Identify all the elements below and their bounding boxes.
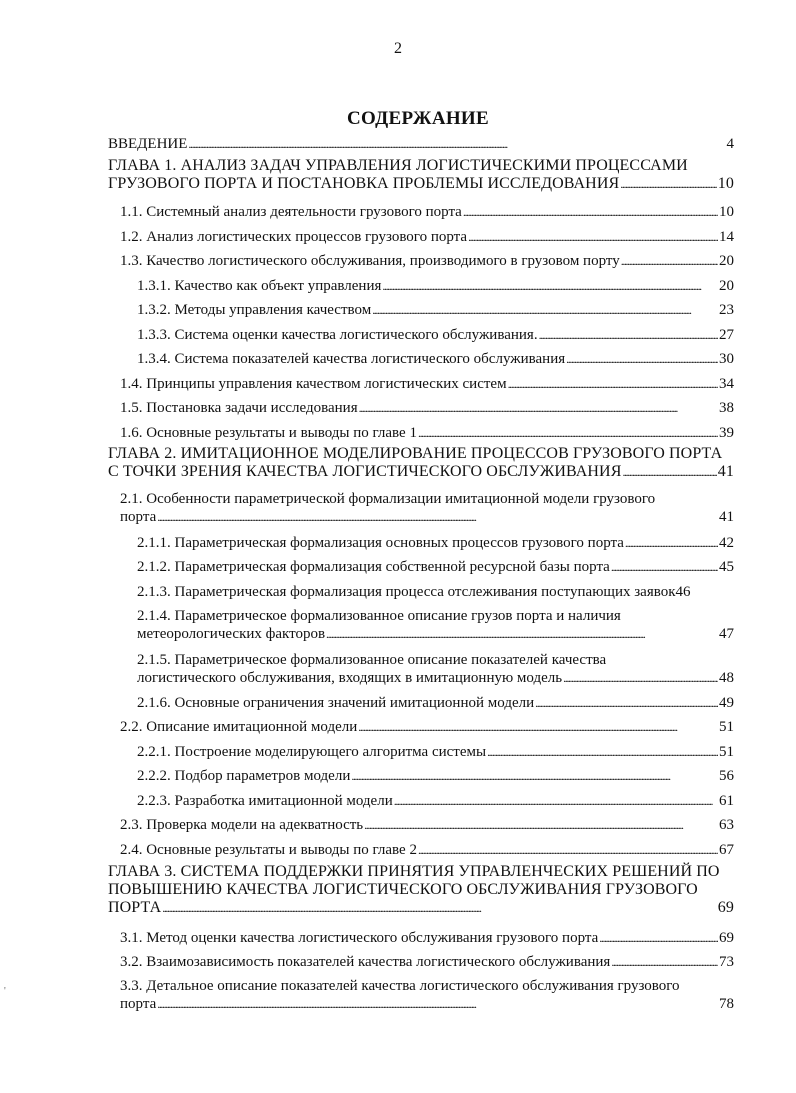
entry-text: 2.2.1. Построение моделирующего алгоритма системы — [137, 744, 487, 760]
page-ref: 49 — [719, 695, 734, 711]
entry-text: 2.2. Описание имитационной модели — [120, 719, 358, 735]
toc-entry-2-2-1 — [137, 743, 734, 761]
entry-text: 1.6. Основные результаты и выводы по главе 1 — [120, 425, 417, 441]
page-ref: 4 — [726, 136, 734, 152]
entry-text: ПОВЫШЕНИЮ КАЧЕСТВА ЛОГИСТИЧЕСКОГО ОБСЛУЖИВАНИЯ ГРУЗОВОГО — [108, 881, 698, 898]
entry-text: 2.4. Основные результаты и выводы по главе 2 — [120, 842, 417, 858]
entry-text: 3.3. Детальное описание показателей качества логистического обслуживания грузового — [120, 978, 680, 994]
leader-dots — [359, 399, 718, 417]
entry-text: 2.1.4. Параметрическое формализованное описание грузов порта и наличия — [137, 608, 621, 624]
entry-text: 1.2. Анализ логистических процессов грузового порта — [120, 229, 468, 245]
page-ref: 51 — [719, 744, 734, 760]
entry-text: порта — [120, 996, 157, 1012]
toc-entry-2-4 — [120, 841, 734, 859]
page-ref: 46 — [675, 584, 691, 600]
toc-entry-chapter-2 — [108, 445, 734, 481]
page-ref: 63 — [719, 817, 734, 833]
page-ref: 27 — [719, 327, 734, 343]
toc-entry-1-3-2 — [137, 301, 734, 319]
page-ref: 78 — [719, 996, 734, 1012]
page-ref: 39 — [719, 425, 734, 441]
page-ref: 20 — [719, 278, 734, 294]
leader-dots — [611, 558, 718, 576]
leader-dots — [157, 995, 718, 1013]
page-ref: 14 — [719, 229, 734, 245]
page-ref: 23 — [719, 302, 734, 318]
leader-dots — [620, 175, 717, 193]
toc-entry-3-2 — [120, 953, 734, 971]
leader-dots — [463, 203, 718, 221]
leader-dots — [382, 277, 718, 295]
entry-text: 2.2.3. Разработка имитационной модели — [137, 793, 393, 809]
leader-dots — [563, 669, 718, 687]
toc-entry-2-1 — [120, 490, 734, 526]
entry-text: порта — [120, 509, 157, 525]
leader-dots — [157, 508, 718, 526]
leader-dots — [566, 350, 718, 368]
toc-entry-2-1-2 — [137, 558, 734, 576]
entry-text: ГРУЗОВОГО ПОРТА И ПОСТАНОВКА ПРОБЛЕМЫ ИССЛЕДОВАНИЯ — [108, 175, 620, 192]
entry-text: 1.3.4. Система показателей качества логистического обслуживания — [137, 351, 566, 367]
page-title — [0, 108, 796, 130]
entry-text: 2.1.6. Основные ограничения значений имитационной модели — [137, 695, 535, 711]
page-ref: 41 — [719, 509, 734, 525]
entry-text: 1.4. Принципы управления качеством логистических систем — [120, 376, 507, 392]
toc-entry-2-3 — [120, 816, 734, 834]
leader-dots — [599, 929, 718, 947]
leader-dots — [611, 953, 718, 971]
entry-text: 1.5. Постановка задачи исследования — [120, 400, 358, 416]
toc-entry-1-6 — [120, 424, 734, 442]
entry-text: ГЛАВА 1. АНАЛИЗ ЗАДАЧ УПРАВЛЕНИЯ ЛОГИСТИЧЕСКИМИ ПРОЦЕССАМИ — [108, 157, 688, 174]
page-ref: 73 — [719, 954, 734, 970]
toc-entry-1-1 — [120, 203, 734, 221]
page-ref: 20 — [719, 253, 734, 269]
toc-entry-introduction — [108, 135, 734, 153]
page-ref: 30 — [719, 351, 734, 367]
entry-text: 1.3. Качество логистического обслуживания, производимого в грузовом порту — [120, 253, 620, 269]
entry-text: 2.2.2. Подбор параметров модели — [137, 768, 351, 784]
entry-text: ГЛАВА 2. ИМИТАЦИОННОЕ МОДЕЛИРОВАНИЕ ПРОЦЕССОВ ГРУЗОВОГО ПОРТА — [108, 445, 723, 462]
page-ref: 56 — [719, 768, 734, 784]
entry-text: логистического обслуживания, входящих в имитационную модель — [137, 670, 563, 686]
entry-text: 1.1. Системный анализ деятельности грузового порта — [120, 204, 462, 220]
leader-dots — [326, 625, 718, 643]
entry-text: ПОРТА — [108, 899, 162, 916]
toc-entry-chapter-1 — [108, 157, 734, 193]
leader-dots — [372, 301, 718, 319]
entry-text: 2.1. Особенности параметрической формализации имитационной модели грузового — [120, 491, 656, 507]
leader-dots — [418, 424, 718, 442]
page-ref: 10 — [717, 175, 734, 192]
entry-text: 2.1.1. Параметрическая формализация основных процессов грузового порта — [137, 535, 624, 551]
entry-text: метеорологических факторов — [137, 626, 326, 642]
toc-entry-3-1 — [120, 929, 734, 947]
page-ref: 61 — [719, 793, 734, 809]
leader-dots — [508, 375, 718, 393]
entry-text: ГЛАВА 3. СИСТЕМА ПОДДЕРЖКИ ПРИНЯТИЯ УПРАВЛЕНЧЕСКИХ РЕШЕНИЙ ПО — [108, 863, 720, 880]
leader-dots — [188, 135, 725, 153]
page-ref: 42 — [719, 535, 734, 551]
toc-entry-1-4 — [120, 375, 734, 393]
entry-text: 2.1.5. Параметрическое формализованное описание показателей качества — [137, 652, 607, 668]
toc-entry-2-1-5 — [137, 651, 734, 687]
stray-mark: ' — [4, 986, 6, 997]
entry-text: 3.2. Взаимозависимость показателей качества логистического обслуживания — [120, 954, 611, 970]
leader-dots — [358, 718, 718, 736]
toc-entry-2-2 — [120, 718, 734, 736]
leader-dots — [535, 694, 718, 712]
toc-entry-2-1-4 — [137, 607, 734, 643]
entry-text: 3.1. Метод оценки качества логистического обслуживания грузового порта — [120, 930, 599, 946]
toc-entry-3-3 — [120, 977, 734, 1013]
page-ref: 10 — [719, 204, 734, 220]
toc-entry-1-3-4 — [137, 350, 734, 368]
toc-entry-2-2-2 — [137, 767, 734, 785]
toc-entry-1-2 — [120, 228, 734, 246]
leader-dots — [468, 228, 718, 246]
entry-text: 1.3.2. Методы управления качеством — [137, 302, 372, 318]
entry-text: 2.3. Проверка модели на адекватность — [120, 817, 364, 833]
page-ref: 34 — [719, 376, 734, 392]
leader-dots — [364, 816, 718, 834]
entry-text: 2.1.2. Параметрическая формализация собственной ресурсной базы порта — [137, 559, 610, 575]
leader-dots — [625, 534, 718, 552]
leader-dots — [394, 792, 718, 810]
entry-text: 1.3.3. Система оценки качества логистического обслуживания. — [137, 327, 538, 343]
leader-dots — [487, 743, 718, 761]
toc-entry-chapter-3 — [108, 863, 734, 917]
toc-entry-1-5 — [120, 399, 734, 417]
toc-entry-2-1-1 — [137, 534, 734, 552]
page-ref: 41 — [717, 463, 734, 480]
page-ref: 69 — [719, 930, 734, 946]
toc-entry-2-1-3 — [137, 583, 734, 601]
entry-text: ВВЕДЕНИЕ — [108, 136, 188, 152]
page-ref: 69 — [717, 899, 734, 916]
leader-dots — [621, 252, 718, 270]
page-ref: 38 — [719, 400, 734, 416]
page-ref: 45 — [719, 559, 734, 575]
page-number: 2 — [394, 40, 402, 57]
toc-entry-2-2-3 — [137, 792, 734, 810]
page-ref: 67 — [719, 842, 734, 858]
title-text: СОДЕРЖАНИЕ — [347, 108, 489, 129]
toc-entry-1-3-1 — [137, 277, 734, 295]
page-ref: 51 — [719, 719, 734, 735]
leader-dots — [162, 899, 717, 917]
entry-text: 1.3.1. Качество как объект управления — [137, 278, 382, 294]
page-ref: 48 — [719, 670, 734, 686]
leader-dots — [351, 767, 718, 785]
toc-entry-1-3 — [120, 252, 734, 270]
leader-dots — [622, 463, 716, 481]
leader-dots — [418, 841, 718, 859]
entry-text: С ТОЧКИ ЗРЕНИЯ КАЧЕСТВА ЛОГИСТИЧЕСКОГО ОБСЛУЖИВАНИЯ — [108, 463, 622, 480]
leader-dots — [539, 326, 718, 344]
entry-text: 2.1.3. Параметрическая формализация процесса отслеживания поступающих заявок — [137, 584, 676, 600]
toc-entry-1-3-3 — [137, 326, 734, 344]
toc-entry-2-1-6 — [137, 694, 734, 712]
page-ref: 47 — [719, 626, 734, 642]
